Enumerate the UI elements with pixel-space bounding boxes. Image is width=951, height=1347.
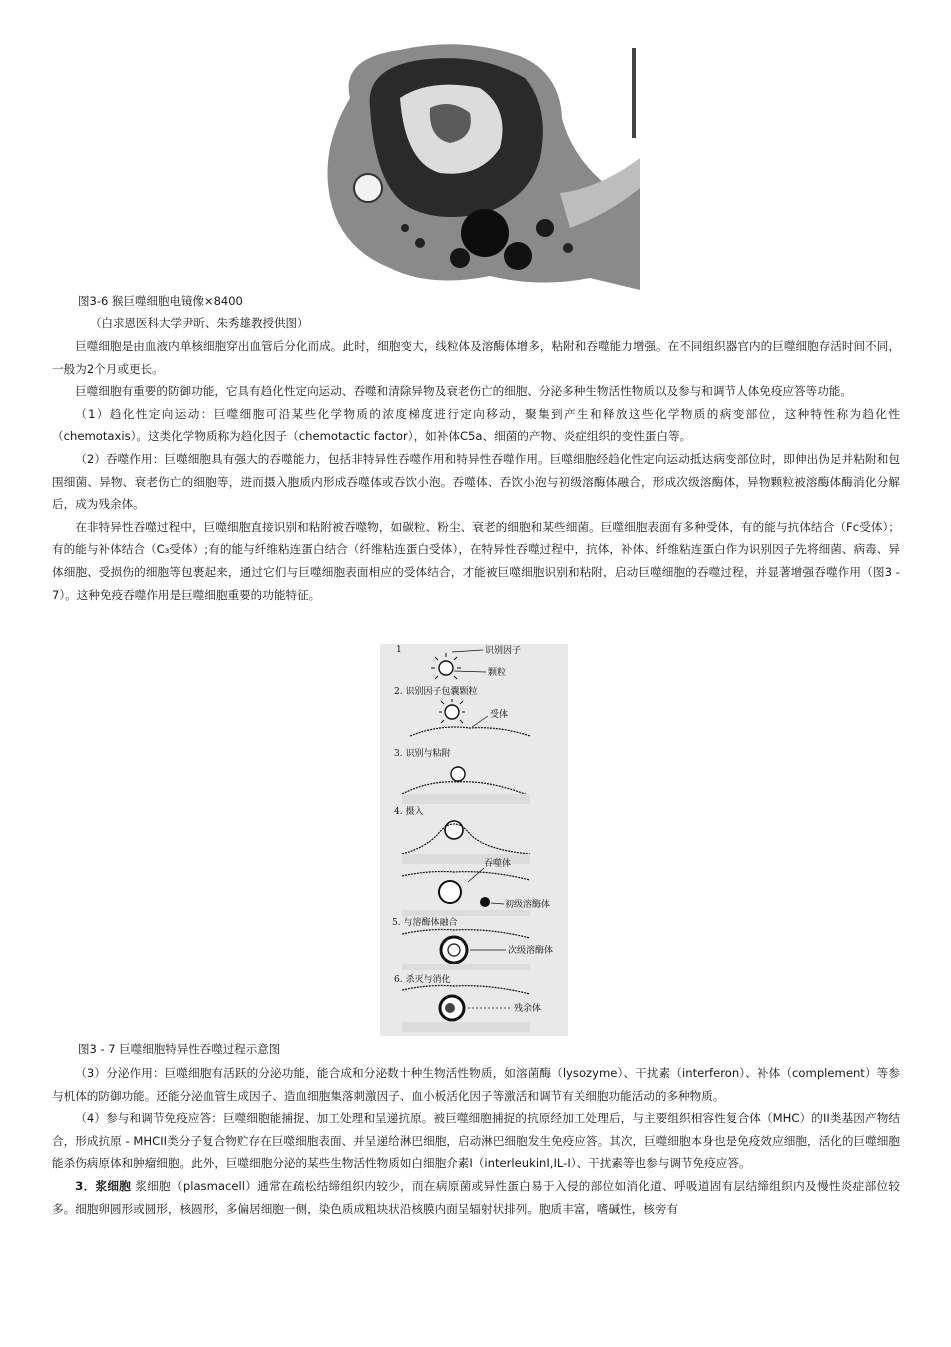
paragraph: （4）参与和调节免疫应答：巨噬细胞能捕捉、加工处理和呈递抗原。被巨噬细胞捕捉的抗原经加工处理后，与主要组织相容性复合体（MHC）的II类基因产物结合，形成抗原 - MHCII类分子复合物贮存在巨噬细胞表面、并呈递给淋巴细胞，启动淋巴细胞发生免疫应答。其次，巨噬细胞本身也是免疫效应细胞，活化的巨噬细胞能杀伤病原体和肿瘤细胞。此外，巨噬细胞分泌的某些生物活性物质如白细胞介素I（interleukinI,IL-I）、干扰素等也参与调节免疫应答。	[52, 1111, 900, 1171]
figure1-caption: 图3-6 猴巨噬细胞电镜像×8400	[78, 294, 243, 308]
paragraph: 在非特异性吞噬过程中，巨噬细胞直接识别和粘附被吞噬物，如碳粒、粉尘、衰老的细胞和某些细菌。巨噬细胞表面有多种受体，有的能与抗体结合（Fc受体）；有的能与补体结合（C₃受体）;有的能与纤维粘连蛋白结合（纤维粘连蛋白受体），在特异性吞噬过程中，抗体，补体、纤维粘连蛋白作为识别因子先将细菌、病毒、异体细胞、受损伤的细胞等包裹起来，通过它们与巨噬细胞表面相应的受体结合，才能被巨噬细胞识别和粘附，启动巨噬细胞的吞噬过程，并显著增强吞噬作用（图3 - 7）。这种免疫吞噬作用是巨噬细胞重要的功能特征。	[52, 519, 900, 602]
label-secondary-lysosome: 次级溶酶体	[508, 946, 554, 956]
step2-label: 2. 识别因子包囊颗粒	[394, 687, 478, 697]
step3-label: 3. 识别与粘附	[394, 749, 451, 759]
paragraph: （3）分泌作用：巨噬细胞有活跃的分泌功能，能合成和分泌数十种生物活性物质，如溶菌酶（lysozyme）、干扰素（interferon）、补体（complement）等参与机体的防御功能。还能分泌血管生成因子、造血细胞集落刺激因子、血小板活化因子等激活和调节有关细胞功能活动的多种物质。	[52, 1066, 900, 1103]
body-section-1	[52, 335, 900, 606]
label-residual-body: 残余体	[514, 1004, 542, 1014]
section-heading-plasma-cell: 3．浆细胞	[75, 1178, 132, 1193]
label-phagosome: 吞噬体	[484, 859, 512, 869]
micrograph-figure	[310, 38, 640, 290]
step1-number: 1	[396, 645, 402, 655]
label-primary-lysosome: 初级溶酶体	[505, 900, 551, 910]
step6-label: 6. 杀灭与消化	[394, 975, 451, 985]
label-recognition-factor: 识别因子	[485, 646, 522, 656]
paragraph: （2）吞噬作用：巨噬细胞具有强大的吞噬能力，包括非特异性吞噬作用和特异性吞噬作用。巨噬细胞经趋化性定向运动抵达病变部位时，即伸出伪足并粘附和包围细菌、异物、衰老伤亡的细胞等，进而摄入胞质内形成吞噬体或吞饮小泡。吞噬体、吞饮小泡与初级溶酶体融合，形成次级溶酶体，异物颗粒被溶酶体酶消化分解后，成为残余体。	[52, 451, 900, 512]
paragraph	[52, 1175, 900, 1220]
phagocytosis-diagram	[380, 644, 568, 1036]
paragraph-text: 浆细胞（plasmacell）通常在疏松结缔组织内较少，而在病原菌或异性蛋白易于入侵的部位如消化道、呼吸道固有层结缔组织内及慢性炎症部位较多。细胞卵圆形或圆形，核圆形，多偏居细胞一侧，染色质成粗块状沿核膜内面呈辐射状排列。胞质丰富，嗜碱性，核旁有	[52, 1178, 900, 1216]
paragraph: 巨噬细胞是由血液内单核细胞穿出血管后分化而成。此时，细胞变大，线粒体及溶酶体增多，粘附和吞噬能力增强。在不同组织器官内的巨噬细胞存活时间不同，一般为2个月或更长。	[52, 339, 900, 376]
phagocytosis-diagram-svg	[380, 644, 568, 1036]
paragraph: （1）趋化性定向运动：巨噬细胞可沿某些化学物质的浓度梯度进行定向移动，聚集到产生和释放这些化学物质的病变部位，这种特性称为趋化性（chemotaxis）。这类化学物质称为趋化因子（chemotactic factor），如补体C5a、细菌的产物、炎症组织的变性蛋白等。	[52, 406, 900, 444]
step4-label: 4. 摄入	[394, 807, 424, 817]
paragraph: 巨噬细胞有重要的防御功能，它具有趋化性定向运动、吞噬和清除异物及衰老伤亡的细胞、分泌多种生物活性物质以及参与和调节人体免疫应答等功能。	[75, 384, 852, 399]
label-particle: 颗粒	[488, 668, 507, 678]
label-receptor: 受体	[490, 710, 509, 720]
particle-icon	[439, 661, 453, 675]
figure1-credit: （白求恩医科大学尹昕、朱秀雄教授供图）	[90, 316, 309, 330]
figure2-caption: 图3 - 7 巨噬细胞特异性吞噬过程示意图	[78, 1042, 281, 1056]
primary-lysosome-icon	[480, 897, 490, 907]
micrograph-image	[310, 38, 640, 290]
body-section-2	[52, 1062, 900, 1220]
step5-label: 5. 与溶酶体融合	[392, 918, 458, 928]
